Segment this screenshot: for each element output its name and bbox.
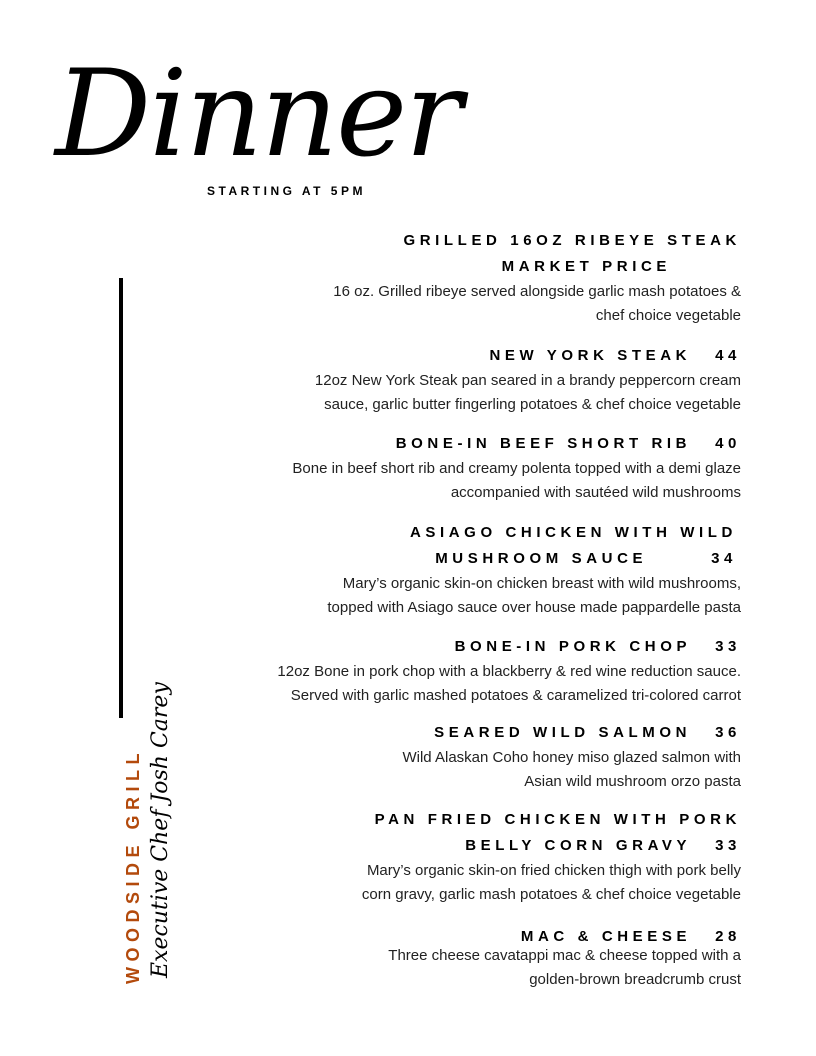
item-description: Wild Alaskan Coho honey miso glazed salmon with Asian wild mushroom orzo pasta bbox=[402, 749, 741, 790]
item-description: Three cheese cavatappi mac & cheese topped with a golden-brown breadcrumb crust bbox=[388, 947, 741, 988]
item-price: MARKET PRICE bbox=[501, 258, 671, 275]
item-name: ASIAGO CHICKEN WITH WILD bbox=[409, 524, 737, 541]
menu-subtitle: STARTING AT 5PM bbox=[207, 184, 366, 198]
item-price: 40 bbox=[715, 435, 741, 452]
menu-item-new-york-steak bbox=[200, 343, 741, 417]
restaurant-name: WOODSIDE GRILL bbox=[123, 748, 143, 984]
menu-item-salmon bbox=[200, 720, 741, 794]
item-description: Mary’s organic skin-on chicken breast with wild mushrooms, topped with Asiago sauce over house made pappardelle pasta bbox=[327, 575, 741, 616]
item-price: 34 bbox=[711, 550, 737, 567]
item-price: 33 bbox=[715, 638, 741, 655]
item-description: Bone in beef short rib and creamy polenta topped with a demi glaze accompanied with sautéed wild mushrooms bbox=[292, 460, 741, 501]
menu-item-fried-chicken bbox=[200, 807, 741, 907]
item-price: 36 bbox=[715, 724, 741, 741]
item-description: 12oz Bone in pork chop with a blackberry & red wine reduction sauce. Served with garlic mashed potatoes & caramelized tri-colored carrot bbox=[277, 663, 741, 704]
menu-list bbox=[200, 0, 741, 1056]
item-name-line-2: BELLY CORN GRAVY bbox=[465, 837, 692, 854]
menu-item-asiago-chicken bbox=[200, 520, 741, 620]
menu-item-ribeye bbox=[200, 228, 741, 328]
item-name: MAC & CHEESE bbox=[520, 928, 692, 945]
item-name: SEARED WILD SALMON bbox=[434, 724, 692, 741]
item-price: 33 bbox=[715, 837, 741, 854]
item-name: PAN FRIED CHICKEN WITH PORK bbox=[374, 811, 741, 828]
item-name: BONE-IN PORK CHOP bbox=[454, 638, 692, 655]
menu-item-mac-and-cheese bbox=[200, 924, 741, 992]
item-name: GRILLED 16OZ RIBEYE STEAK bbox=[403, 232, 741, 249]
item-name-line-2: MUSHROOM SAUCE bbox=[435, 550, 648, 567]
menu-title: Dinner bbox=[55, 45, 461, 184]
menu-item-short-rib bbox=[200, 431, 741, 505]
item-description: 12oz New York Steak pan seared in a brandy peppercorn cream sauce, garlic butter fingerling potatoes & chef choice vegetable bbox=[314, 372, 741, 413]
item-name: BONE-IN BEEF SHORT RIB bbox=[395, 435, 692, 452]
item-description: Mary’s organic skin-on fried chicken thigh with pork belly corn gravy, garlic mash potatoes & chef choice vegetable bbox=[361, 862, 741, 903]
item-description: 16 oz. Grilled ribeye served alongside garlic mash potatoes & chef choice vegetable bbox=[333, 283, 741, 324]
menu-item-pork-chop bbox=[200, 634, 741, 708]
item-name: NEW YORK STEAK bbox=[489, 347, 692, 364]
chef-signature: Executive Chef Josh Carey bbox=[148, 682, 173, 978]
item-price: 28 bbox=[715, 928, 741, 945]
item-price: 44 bbox=[715, 347, 741, 364]
vertical-divider bbox=[119, 278, 123, 718]
